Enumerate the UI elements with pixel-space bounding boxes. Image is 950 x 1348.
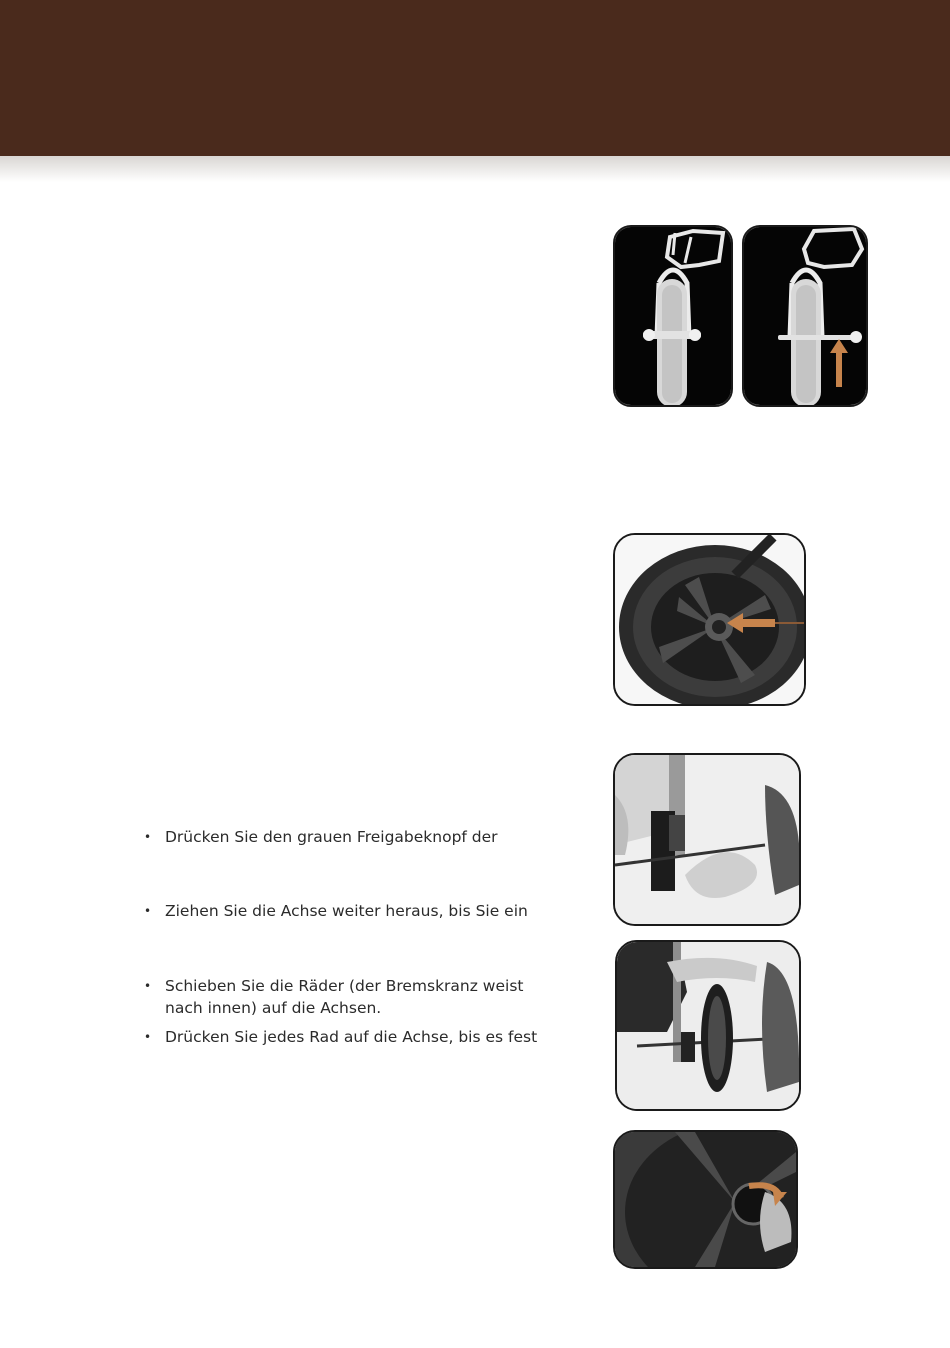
front-wheel-fork-photo bbox=[613, 225, 733, 407]
instruction-text: Schieben Sie die Räder (der Bremskranz weist nach innen) auf die Achsen. bbox=[165, 977, 524, 1017]
instruction-item bbox=[142, 1026, 572, 1048]
bullet-dot: • bbox=[144, 979, 152, 993]
instruction-item bbox=[142, 826, 572, 848]
bullet-dot: • bbox=[144, 904, 152, 918]
release-button-photo bbox=[613, 753, 801, 926]
front-wheel-axle-pull-photo bbox=[742, 225, 868, 407]
instruction-text: Drücken Sie jedes Rad auf die Achse, bis es fest bbox=[165, 1028, 538, 1046]
wheel-onto-axle-photo bbox=[615, 940, 801, 1111]
instruction-text: Drücken Sie den grauen Freigabeknopf der bbox=[165, 828, 498, 846]
header-band bbox=[0, 0, 950, 156]
bullet-dot: • bbox=[144, 1030, 152, 1044]
header-shadow bbox=[0, 156, 950, 182]
instruction-item bbox=[142, 975, 562, 1019]
rear-wheel-hub-photo bbox=[613, 533, 806, 706]
hub-cap-turn-photo bbox=[613, 1130, 798, 1269]
bullet-dot: • bbox=[144, 830, 152, 844]
instruction-item bbox=[142, 900, 572, 922]
instruction-text: Ziehen Sie die Achse weiter heraus, bis Sie ein bbox=[165, 902, 528, 920]
